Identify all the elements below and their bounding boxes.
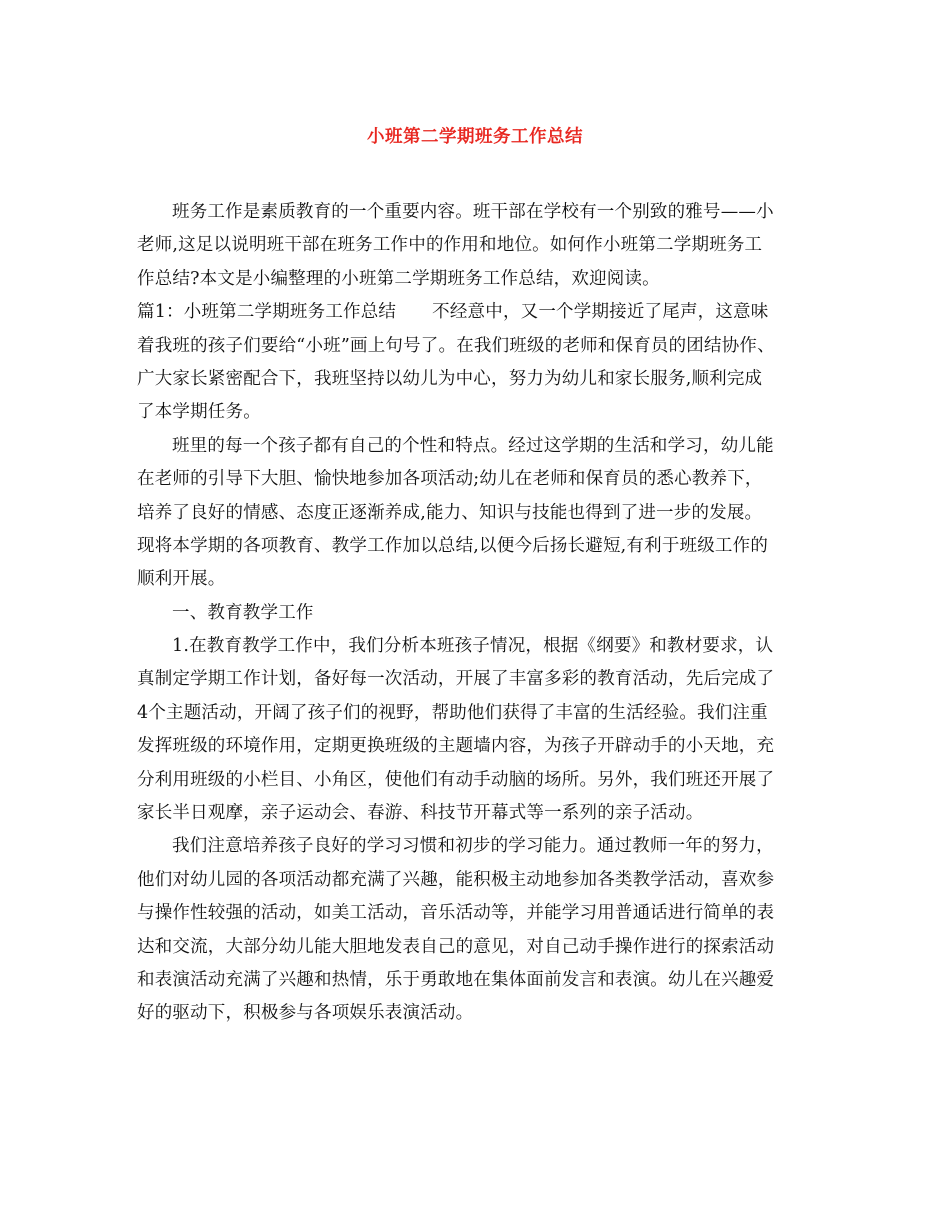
body-line: 班里的每一个孩子都有自己的个性和特点。经过这学期的生活和学习，幼儿能 (172, 435, 774, 456)
body-line: 我们注意培养孩子良好的学习习惯和初步的学习能力。通过教师一年的努力， (172, 836, 774, 857)
body-line: 了本学期任务。 (137, 402, 261, 423)
body-line: 好的驱动下，积极参与各项娱乐表演活动。 (137, 1003, 474, 1024)
article-intro: 不经意中，又一个学期接近了尾声，这意味 (432, 302, 769, 323)
article-heading: 篇1：小班第二学期班务工作总结 (137, 302, 397, 323)
body-line: 发挥班级的环境作用，定期更换班级的主题墙内容，为孩子开辟动手的小天地，充 (137, 736, 775, 757)
body-line: 达和交流，大部分幼儿能大胆地发表自己的意见，对自己动手操作进行的探索活动 (137, 936, 775, 957)
body-line-with-heading (137, 296, 817, 329)
document-title: 小班第二学期班务工作总结 (367, 127, 583, 147)
body-line: 4个主题活动，开阔了孩子们的视野，帮助他们获得了丰富的生活经验。我们注重 (137, 702, 768, 723)
section-heading: 一、教育教学工作 (172, 602, 314, 623)
body-line: 与操作性较强的活动，如美工活动，音乐活动等，并能学习用普通话进行简单的表 (137, 903, 775, 924)
body-line: 家长半日观摩，亲子运动会、春游、科技节开幕式等一系列的亲子活动。 (137, 803, 704, 824)
body-line: 真制定学期工作计划，备好每一次活动，开展了丰富多彩的教育活动，先后完成了 (137, 669, 775, 690)
body-line: 广大家长紧密配合下，我班坚持以幼儿为中心，努力为幼儿和家长服务,顺利完成 (137, 368, 763, 389)
body-line: 班务工作是素质教育的一个重要内容。班干部在学校有一个别致的雅号——小 (172, 202, 774, 222)
body-line: 在老师的引导下大胆、愉快地参加各项活动;幼儿在老师和保育员的悉心教养下， (137, 469, 763, 490)
body-line: 顺利开展。 (137, 569, 226, 590)
document-body (137, 196, 817, 1031)
body-line: 现将本学期的各项教育、教学工作加以总结,以便今后扬长避短,有利于班级工作的 (137, 535, 769, 556)
body-line: 着我班的孩子们要给“小班”画上句号了。在我们班级的老师和保育员的团结协作、 (137, 335, 775, 356)
body-line: 作总结?本文是小编整理的小班第二学期班务工作总结，欢迎阅读。 (137, 268, 660, 289)
body-line: 老师,这足以说明班干部在班务工作中的作用和地位。如何作小班第二学期班务工 (137, 235, 763, 256)
body-line: 分利用班级的小栏目、小角区，使他们有动手动脑的场所。另外，我们班还开展了 (137, 769, 775, 790)
body-line: 1.在教育教学工作中，我们分析本班孩子情况，根据《纲要》和教材要求，认 (172, 636, 774, 657)
body-line: 他们对幼儿园的各项活动都充满了兴趣，能积极主动地参加各类教学活动，喜欢参 (137, 869, 775, 890)
body-line: 和表演活动充满了兴趣和热情，乐于勇敢地在集体面前发言和表演。幼儿在兴趣爱 (137, 969, 775, 990)
body-line: 培养了良好的情感、态度正逐渐养成,能力、知识与技能也得到了进一步的发展。 (137, 502, 763, 523)
